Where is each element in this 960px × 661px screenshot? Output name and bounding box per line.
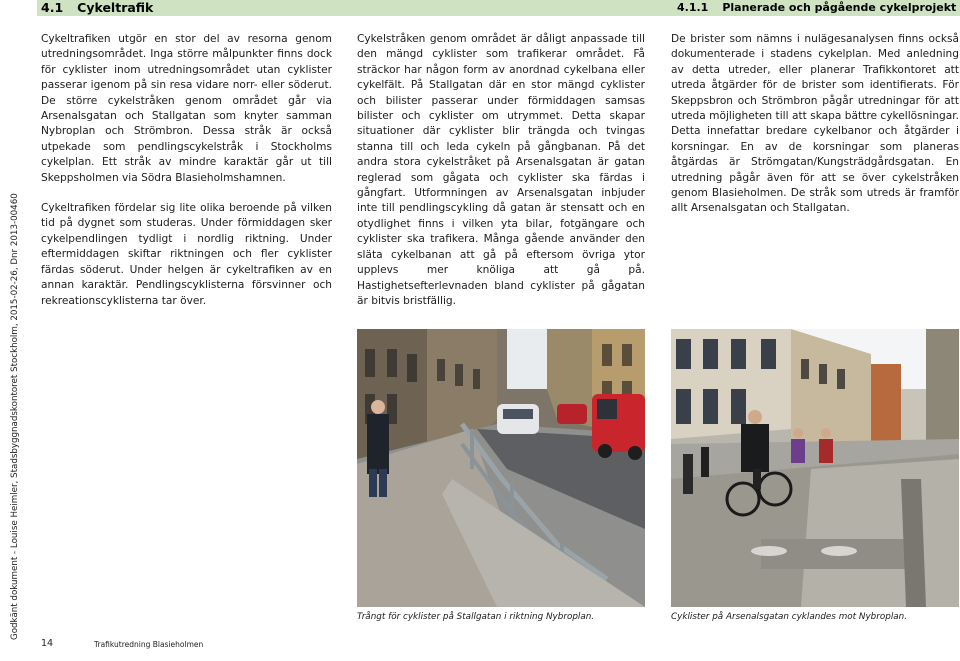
document-title: Trafikutredning Blasieholmen — [94, 640, 204, 649]
section-heading-right — [677, 0, 956, 16]
text-column-3 — [671, 32, 959, 217]
page-number: 14 — [41, 638, 54, 649]
subsection-number: 4.1.1 — [677, 1, 709, 14]
text-column-1 — [41, 32, 332, 309]
section-number: 4.1 — [41, 0, 64, 15]
section-heading-left — [41, 0, 153, 16]
text-column-2 — [357, 32, 645, 309]
paragraph: Cykelstråken genom området är dåligt anpassade till den mängd cyklister som trafikerar området. Få sträckor har någon form av anordnad cykelbana eller cykelfält. På Stallgatan där en stor mängd cyklister och bilister passerar under förmiddagen samsas bilister och cyklister om utrymmet. Detta skapar situationer där cyklister blir trängda och tvingas stanna till och leda cykeln på gångbanan. På det andra stora cykelstråket på Arsenalsgatan är gatan reglerad som gågata och cyklister ska färdas i gångfart. Utformningen av Arsenalsgatan inbjuder inte till pendlingscykling då gatan är stensatt och en otydlighet finns i vilken yta bilar, fotgängare och cyklister ska trafikera. Många gående använder den släta cykelbanan att gå på eftersom övriga ytor upplevs mer knöliga att gå på. Hastighetsefterlevnaden bland cyklister på gågatan är bitvis bristfällig. — [357, 33, 645, 307]
approval-stamp-text: Godkänt dokument - Louise Heimler, Stadsbyggnadskontoret Stockholm, 2015-02-26, Dnr 2013-00460 — [10, 193, 20, 640]
paragraph: De brister som nämns i nulägesanalysen finns också dokumenterade i stadens cykelplan. Med anledning av detta utreder, eller planerar Trafikkontoret att utreda åtgärder för de brister som identifierats. För Skeppsbron och Strömbron pågår utredningar för att utreda möjligheten till att skapa bättre cykellösningar. Detta innefattar bredare cykelbanor och åtgärder i korsningar. En av de korsningar som planeras åtgärdas är Strömgatan/Kungsträdgårdsgatan. En utredning pågår även för att se över cykelstråken genom Blasieholmen. De stråk som utreds är framför allt Arsenalsgatan och Stallgatan. — [671, 33, 959, 215]
photo-caption-stallgatan: Trångt för cyklister på Stallgatan i riktning Nybroplan. — [357, 612, 595, 622]
subsection-title: Planerade och pågående cykelprojekt — [722, 1, 957, 14]
paragraph: Cykeltrafiken fördelar sig lite olika beroende på vilken tid på dygnet som studeras. Under förmiddagen sker cykelpendlingen tydligt i nordlig riktning. Under eftermiddagen skiftar riktningen och fler cyklister färdas söderut. Under helgen är cykeltrafiken av en annan karaktär. Pendlingscyklisterna försvinner och rekreationscyklisterna tar över. — [41, 202, 332, 307]
sidebar — [0, 0, 20, 661]
photo-caption-arsenalsgatan: Cyklister på Arsenalsgatan cyklandes mot Nybroplan. — [671, 612, 908, 622]
section-title: Cykeltrafik — [77, 0, 154, 15]
paragraph: Cykeltrafiken utgör en stor del av resorna genom utredningsområdet. Inga större målpunkter finns dock för cyklister inom utredningsområdet utan cyklister passerar igenom på sin resa vidare norr- eller söderut. De större cykelstråken genom området går via Arsenalsgatan och Stallgatan som knyter samman Nybroplan och Strömbron. Dessa stråk är också utpekade som pendlingscykelstråk i Stockholms cykelplan. Ett stråk av mindre karaktär går ut till Skeppsholmen via Södra Blasieholmshamnen. — [41, 33, 332, 184]
photo-arsenalsgatan — [671, 329, 959, 607]
photo-stallgatan — [357, 329, 645, 607]
